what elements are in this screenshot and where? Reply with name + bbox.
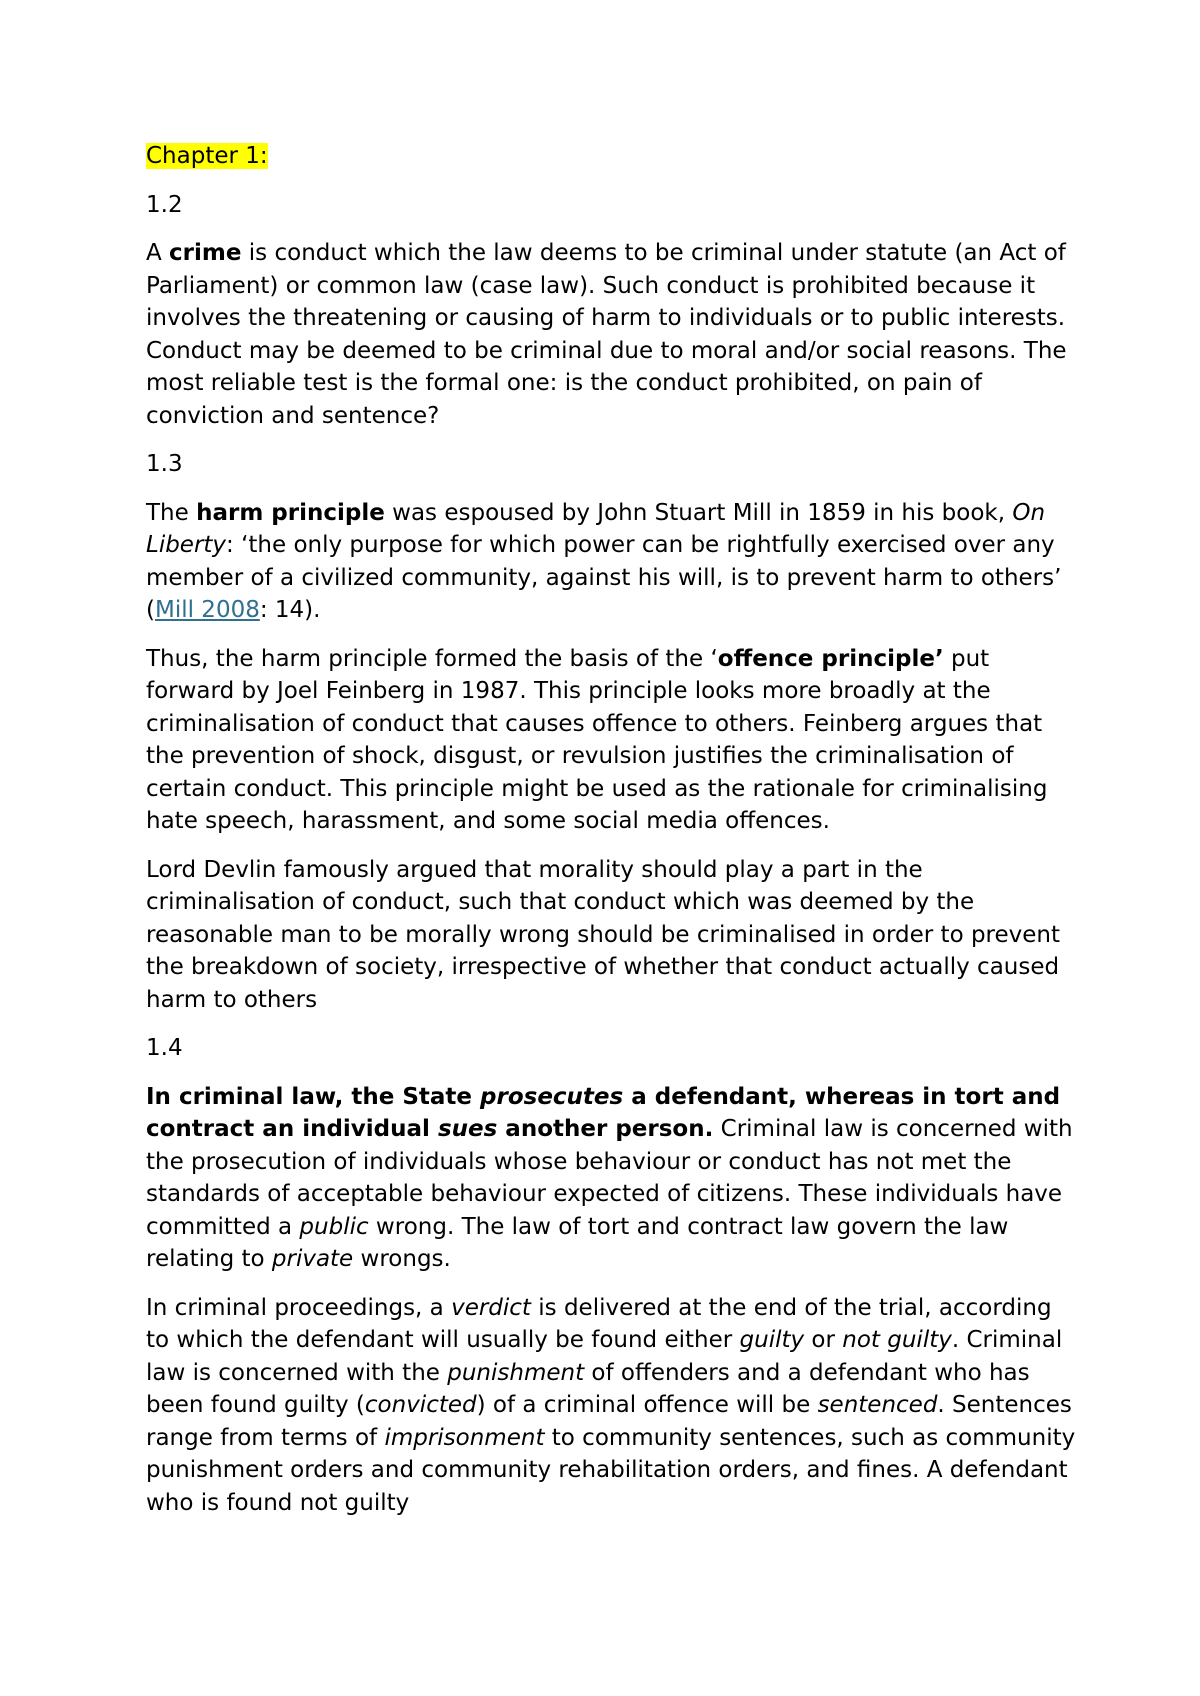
term-offence-principle: offence principle’ [717, 645, 944, 672]
chapter-title: Chapter 1: [146, 143, 268, 169]
text-run: : 14). [259, 597, 321, 623]
text-run: put forward by Joel Feinberg in 1987. This principle looks more broadly at the criminalisation of conduct that causes offence to others. Feinberg argues that the prevention of shock, disgust, or revulsion justifies the criminalisation of certain conduct. This principle might be used as the rationale for criminalising hate speech, harassment, and some social media offences. [146, 645, 1048, 834]
bold-italic-run [438, 1116, 497, 1142]
paragraph-harm-principle [146, 497, 1076, 627]
text-run: is delivered at the end of the trial, according to which the defendant will usually be found either [146, 1294, 1052, 1353]
term-harm-principle: harm principle [196, 499, 385, 526]
paragraph-crime-definition [146, 237, 1076, 432]
term-sentenced: sentenced [817, 1392, 938, 1418]
text-run: In criminal proceedings, a [146, 1294, 452, 1321]
citation-link-mill-2008[interactable]: Mill 2008 [154, 597, 260, 623]
text-run: ) of a criminal offence will be [476, 1392, 818, 1418]
text-run: . Criminal law is concerned with the [146, 1327, 1063, 1386]
text-run: A [146, 240, 170, 266]
bold-run: a defendant, whereas in tort and contract an individual [146, 1083, 1061, 1142]
term-convicted: convicted [364, 1392, 477, 1418]
term-not-guilty: not guilty [842, 1327, 952, 1353]
term-crime: crime [169, 240, 242, 266]
text-run: : ‘the only purpose for which power can be rightfully exercised over any member of a civilized community, against his will, is to prevent harm to others’ ( [146, 532, 1062, 623]
term-verdict: verdict [451, 1294, 531, 1321]
bold-run: In criminal law, the State [146, 1083, 481, 1110]
section-number-1-2: 1.2 [146, 191, 183, 218]
paragraph-lord-devlin: Lord Devlin famously argued that morality should play a part in the criminalisation of conduct, such that conduct which was deemed by the reasonable man to be morally wrong should be criminalised in order to prevent the breakdown of society, irrespective of whether that conduct actually caused harm to others [146, 856, 1061, 1013]
text-run: wrong. The law of tort and contract law govern the law relating to [146, 1213, 1009, 1272]
section-number-1-3: 1.3 [146, 451, 183, 477]
paragraph-criminal-proceedings [146, 1292, 1076, 1520]
book-title-on-liberty: On Liberty [146, 499, 1046, 558]
term-guilty: guilty [739, 1327, 805, 1353]
text-run: was espoused by John Stuart Mill in 1859 in his book, [384, 499, 1013, 526]
document-body [146, 140, 1076, 1535]
section-number-1-4: 1.4 [146, 1035, 183, 1061]
text-run: wrongs. [353, 1246, 451, 1272]
text-run: Thus, the harm principle formed the basis of the ‘ [146, 645, 718, 672]
bold-run: another person. [497, 1116, 714, 1142]
text-run: or [804, 1327, 843, 1353]
paragraph-criminal-vs-civil [146, 1081, 1076, 1276]
bold-italic-run [480, 1084, 623, 1110]
paragraph-offence-principle [146, 643, 1076, 838]
text-run: is conduct which the law deems to be criminal under statute (an Act of Parliament) or common law (case law). Such conduct is prohibited because it involves the threatening or causing of harm to individuals or to public interests. Conduct may be deemed to be criminal due to moral and/or social reasons. The most reliable test is the formal one: is the conduct prohibited, on pain of conviction and sentence? [146, 240, 1067, 429]
term-private: private [271, 1246, 354, 1272]
text-run: Criminal law is concerned with the prosecution of individuals whose behaviour or conduct has not met the standards of acceptable behaviour expected of citizens. These individuals have committed a [146, 1116, 1073, 1240]
term-sues: sues [437, 1116, 498, 1142]
term-punishment: punishment [447, 1359, 585, 1386]
text-run: The [146, 499, 197, 526]
chapter-heading [146, 140, 1076, 173]
text-run: . Sentences range from terms of [146, 1392, 1072, 1451]
text-run: to community sentences, such as community punishment orders and community rehabilitation orders, and fines. A defendant who is found not guilty [146, 1424, 1076, 1516]
term-public: public [299, 1213, 369, 1240]
term-imprisonment: imprisonment [384, 1424, 545, 1451]
text-run: of offenders and a defendant who has been found guilty ( [146, 1359, 1030, 1418]
term-prosecutes: prosecutes [480, 1083, 624, 1110]
